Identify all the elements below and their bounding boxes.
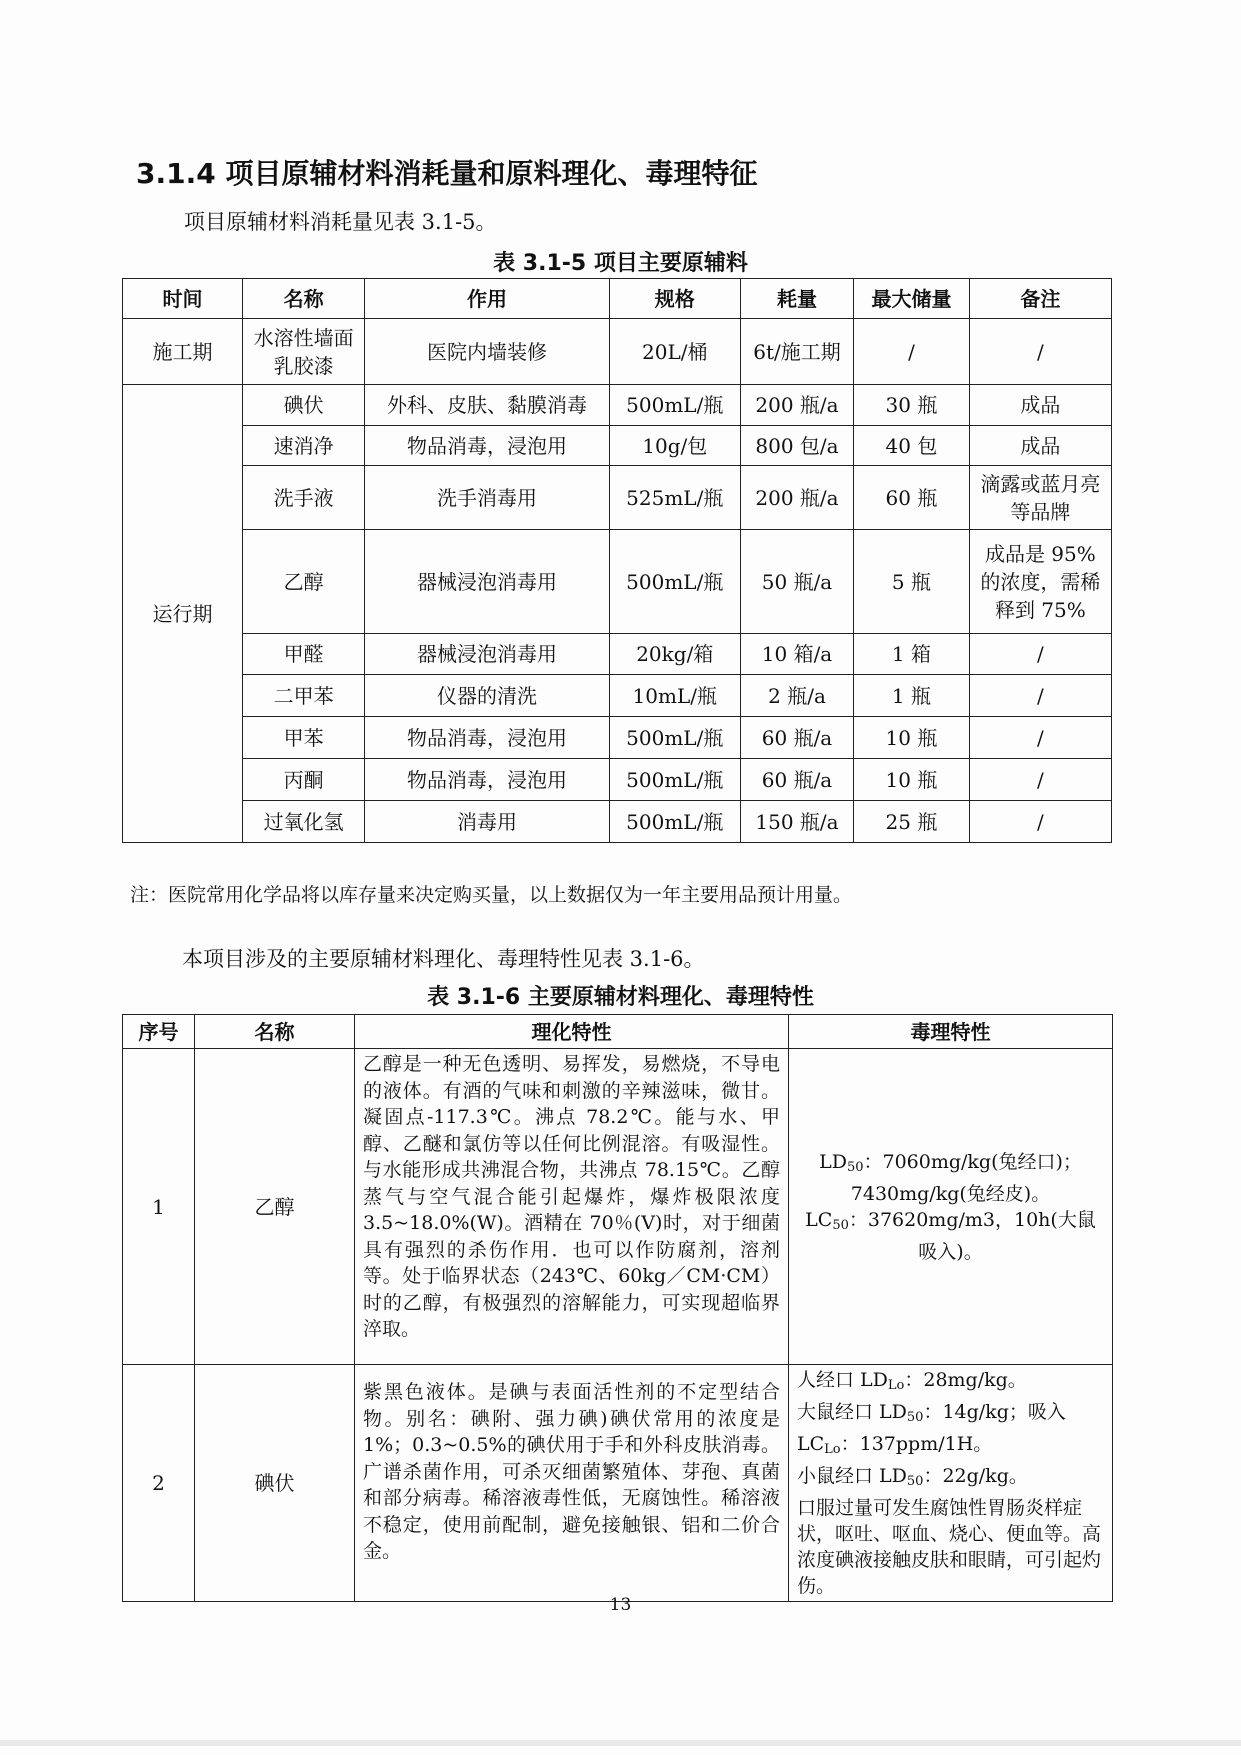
table-cell: 10 瓶 xyxy=(854,759,970,801)
table-cell: 25 瓶 xyxy=(854,801,970,843)
table-cell: / xyxy=(969,675,1111,717)
toxicology-cell xyxy=(789,1365,1113,1602)
table-header-row xyxy=(123,279,1112,319)
tox-line: 7430mg/kg(兔经皮)。 xyxy=(850,1182,1051,1205)
table-cell: 物品消毒，浸泡用 xyxy=(365,759,609,801)
table-cell: 20kg/箱 xyxy=(609,634,740,675)
table-cell: / xyxy=(854,319,970,385)
table-cell: 10mL/瓶 xyxy=(609,675,740,717)
header-cell: 名称 xyxy=(195,1015,355,1049)
table-cell: / xyxy=(969,634,1111,675)
table-cell: 洗手消毒用 xyxy=(365,466,609,530)
table-cell: 乙醇 xyxy=(243,530,365,634)
table-cell: 外科、皮肤、黏膜消毒 xyxy=(365,385,609,426)
table-cell: 成品 xyxy=(969,426,1111,466)
table-cell: 甲苯 xyxy=(243,717,365,759)
table-cell: 成品 xyxy=(969,385,1111,426)
intro2-paragraph: 本项目涉及的主要原辅材料理化、毒理特性见表 3.1-6。 xyxy=(182,947,705,971)
toxicology-table xyxy=(122,1014,1113,1602)
table-row xyxy=(123,466,1112,530)
table-cell: 二甲苯 xyxy=(243,675,365,717)
tox-line: $LC_{50}$：37620mg/m3，10h(大鼠吸入)。 xyxy=(805,1208,1096,1263)
table-cell: 物品消毒，浸泡用 xyxy=(365,426,609,466)
table-cell: 200 瓶/a xyxy=(740,385,853,426)
table-cell: 10g/包 xyxy=(609,426,740,466)
scan-edge xyxy=(0,1740,1241,1746)
table-cell: 滴露或蓝月亮等品牌 xyxy=(969,466,1111,530)
table-cell: 5 瓶 xyxy=(854,530,970,634)
table-row xyxy=(123,717,1112,759)
table-cell: 碘伏 xyxy=(195,1365,355,1602)
materials-table xyxy=(122,278,1112,843)
table-cell: 1 xyxy=(123,1049,195,1365)
table-cell: 150 瓶/a xyxy=(740,801,853,843)
table-cell: 成品是 95%的浓度，需稀释到 75% xyxy=(969,530,1111,634)
tox-line: 口服过量可发生腐蚀性胃肠炎样症状，呕吐、呕血、烧心、便血等。高浓度碘液接触皮肤和眼睛，可引起灼伤。 xyxy=(797,1497,1102,1597)
header-cell: 名称 xyxy=(243,279,365,319)
table-row xyxy=(123,1365,1113,1602)
table-cell: / xyxy=(969,801,1111,843)
table-cell: 500mL/瓶 xyxy=(609,530,740,634)
table-cell: 30 瓶 xyxy=(854,385,970,426)
table-cell: 60 瓶/a xyxy=(740,717,853,759)
table-cell: 过氧化氢 xyxy=(243,801,365,843)
table-cell: 20L/桶 xyxy=(609,319,740,385)
table-cell: 碘伏 xyxy=(243,385,365,426)
table-cell: 40 包 xyxy=(854,426,970,466)
properties-cell: 乙醇是一种无色透明、易挥发，易燃烧，不导电的液体。有酒的气味和刺激的辛辣滋味，微甘。凝固点-117.3℃。沸点 78.2℃。能与水、甲醇、乙醚和氯仿等以任何比例混溶。有吸湿性。与水能形成共沸混合物，共沸点 78.15℃。乙醇蒸气与空气混合能引起爆炸，爆炸极限浓度 3.5~18.0%(W)。酒精在 70％(V)时，对于细菌具有强烈的杀伤作用．也可以作防腐剂，溶剂等。处于临界状态（243℃、60kg／CM·CM）时的乙醇，有极强烈的溶解能力，可实现超临界淬取。 xyxy=(355,1049,789,1365)
table-row xyxy=(123,801,1112,843)
table-cell: 60 瓶 xyxy=(854,466,970,530)
header-cell: 序号 xyxy=(123,1015,195,1049)
table-cell: 6t/施工期 xyxy=(740,319,853,385)
table-cell: 500mL/瓶 xyxy=(609,801,740,843)
table-row xyxy=(123,530,1112,634)
table-cell: 洗手液 xyxy=(243,466,365,530)
tox-line: 人经口 $LD_{Lo}$：28mg/kg。 xyxy=(797,1369,1027,1393)
header-cell: 毒理特性 xyxy=(789,1015,1113,1049)
tox-line: $LD_{50}$：7060mg/kg(兔经口)； xyxy=(819,1150,1082,1175)
table-cell: 500mL/瓶 xyxy=(609,717,740,759)
table-cell: 200 瓶/a xyxy=(740,466,853,530)
tox-line: 小鼠经口 $LD_{50}$：22g/kg。 xyxy=(797,1465,1028,1489)
period-cell: 施工期 xyxy=(123,319,243,385)
table-row xyxy=(123,1049,1113,1365)
table1-caption: 表 3.1-5 项目主要原辅料 xyxy=(493,251,748,276)
table-cell: 速消净 xyxy=(243,426,365,466)
table-row xyxy=(123,634,1112,675)
table-row xyxy=(123,675,1112,717)
table2-caption: 表 3.1-6 主要原辅材料理化、毒理特性 xyxy=(427,985,814,1010)
properties-cell: 紫黑色液体。是碘与表面活性剂的不定型结合物。别名：碘附、强力碘)碘伏常用的浓度是 1%；0.3~0.5%的碘伏用于手和外科皮肤消毒。广谱杀菌作用，可杀灭细菌繁殖体、芽孢、真菌和部分病毒。稀溶液毒性低，无腐蚀性。稀溶液不稳定，使用前配制，避免接触银、铝和二价合金。 xyxy=(355,1365,789,1602)
table-cell: 500mL/瓶 xyxy=(609,385,740,426)
table-cell: 医院内墙装修 xyxy=(365,319,609,385)
table-cell: 物品消毒，浸泡用 xyxy=(365,717,609,759)
table-cell: 乙醇 xyxy=(195,1049,355,1365)
header-cell: 最大储量 xyxy=(854,279,970,319)
table-cell: 10 箱/a xyxy=(740,634,853,675)
table-row xyxy=(123,385,1112,426)
header-cell: 作用 xyxy=(365,279,609,319)
table-cell: 500mL/瓶 xyxy=(609,759,740,801)
section-heading: 3.1.4 项目原辅材料消耗量和原料理化、毒理特征 xyxy=(136,157,758,190)
header-cell: 时间 xyxy=(123,279,243,319)
table-cell: 10 瓶 xyxy=(854,717,970,759)
table-row xyxy=(123,319,1112,385)
table-cell: 仪器的清洗 xyxy=(365,675,609,717)
table1-note: 注：医院常用化学品将以库存量来决定购买量，以上数据仅为一年主要用品预计用量。 xyxy=(130,884,853,906)
table-cell: 水溶性墙面乳胶漆 xyxy=(243,319,365,385)
table-cell: 525mL/瓶 xyxy=(609,466,740,530)
table-cell: 器械浸泡消毒用 xyxy=(365,530,609,634)
toxicology-cell xyxy=(789,1049,1113,1365)
table-header-row xyxy=(123,1015,1113,1049)
tox-line: 大鼠经口 $LD_{50}$：14g/kg；吸入 $LC_{Lo}$：137ppm/1H。 xyxy=(797,1401,1066,1457)
table-cell: 800 包/a xyxy=(740,426,853,466)
table-cell: 2 瓶/a xyxy=(740,675,853,717)
table-cell: 丙酮 xyxy=(243,759,365,801)
table-cell: 1 瓶 xyxy=(854,675,970,717)
table-cell: 50 瓶/a xyxy=(740,530,853,634)
table-cell: 消毒用 xyxy=(365,801,609,843)
page-number: 13 xyxy=(609,1595,632,1615)
table-cell: 2 xyxy=(123,1365,195,1602)
table-cell: 1 箱 xyxy=(854,634,970,675)
table-row xyxy=(123,426,1112,466)
header-cell: 备注 xyxy=(969,279,1111,319)
table-cell: 器械浸泡消毒用 xyxy=(365,634,609,675)
header-cell: 耗量 xyxy=(740,279,853,319)
table-cell: 甲醛 xyxy=(243,634,365,675)
table-cell: / xyxy=(969,319,1111,385)
table-cell: / xyxy=(969,759,1111,801)
header-cell: 理化特性 xyxy=(355,1015,789,1049)
table-cell: 60 瓶/a xyxy=(740,759,853,801)
intro-paragraph: 项目原辅材料消耗量见表 3.1-5。 xyxy=(184,210,497,234)
table-row xyxy=(123,759,1112,801)
header-cell: 规格 xyxy=(609,279,740,319)
period-cell: 运行期 xyxy=(123,385,243,843)
table-cell: / xyxy=(969,717,1111,759)
